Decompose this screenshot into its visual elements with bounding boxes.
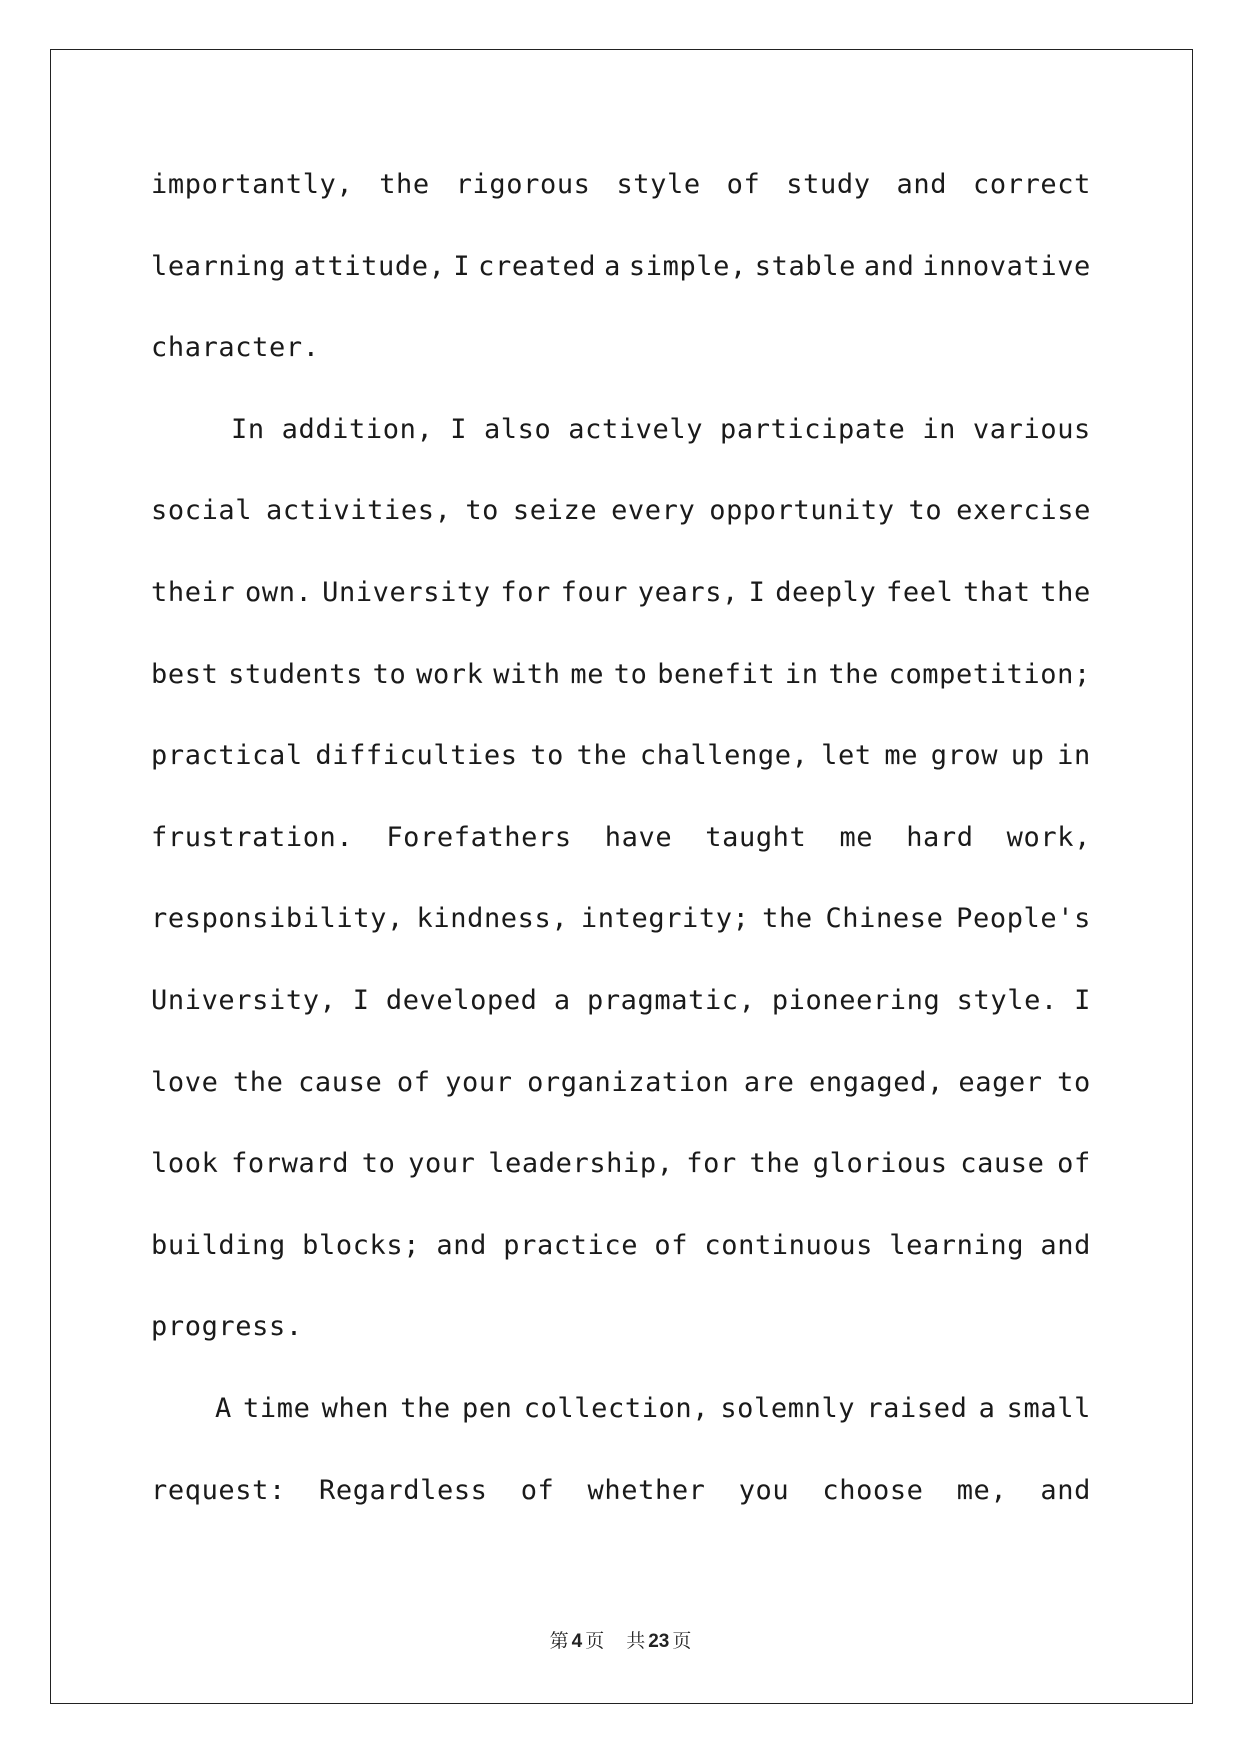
word: practice [503, 1229, 639, 1261]
word: opportunity [709, 495, 895, 527]
text-line [151, 488, 1091, 570]
current-page-number: 4 [571, 1631, 583, 1652]
word: their [151, 576, 236, 608]
word: in [922, 413, 957, 445]
word: Regardless [318, 1474, 488, 1506]
word: I [352, 984, 370, 1016]
word: request: [151, 1474, 286, 1506]
word: participate [720, 413, 906, 445]
word: taught [705, 821, 807, 853]
word: every [611, 495, 696, 527]
word: up [1010, 740, 1045, 772]
line-text: progress. [151, 1311, 303, 1343]
word: of [726, 169, 761, 200]
word: work, [1006, 821, 1091, 853]
word: of [520, 1474, 555, 1506]
word: study [786, 169, 871, 200]
word: in [1057, 740, 1091, 772]
word: learning [889, 1229, 1025, 1261]
word: the [828, 658, 879, 690]
word: correct [973, 169, 1091, 200]
word: grow [930, 740, 999, 772]
word: eager [958, 1066, 1043, 1098]
text-line [151, 1468, 1091, 1550]
word: the [400, 1392, 451, 1424]
word: forward [231, 1148, 350, 1180]
word: me [884, 740, 919, 772]
word: exercise [956, 495, 1091, 527]
word: style [616, 169, 701, 200]
word: difficulties [315, 740, 518, 772]
word: a [553, 984, 571, 1016]
word: your [445, 1066, 513, 1098]
word: I [748, 576, 766, 608]
word: the [749, 1148, 801, 1180]
word: feel [886, 576, 954, 608]
word: a [978, 1392, 996, 1424]
word: blocks; [302, 1229, 421, 1261]
text-line [151, 733, 1091, 815]
word: Forefathers [386, 821, 572, 853]
word: to [372, 658, 407, 690]
word: created [478, 250, 597, 282]
word: frustration. [151, 821, 354, 853]
word: time [243, 1392, 311, 1424]
word: for [500, 576, 551, 608]
word: your [408, 1148, 476, 1180]
word: and [1040, 1474, 1091, 1506]
text-line [151, 162, 1091, 244]
text-line [151, 896, 1091, 978]
word: cause [960, 1148, 1045, 1180]
word: a [604, 250, 621, 282]
page-footer [0, 1626, 1241, 1653]
word: of [1057, 1148, 1091, 1180]
word: attitude, [293, 250, 446, 282]
word: collection, [523, 1392, 710, 1424]
text-line [151, 407, 1091, 489]
word: I [450, 413, 468, 445]
word: me [839, 821, 874, 853]
word: love [151, 1066, 219, 1098]
word: of [654, 1229, 689, 1261]
word: let [821, 740, 872, 772]
word: choose [822, 1474, 924, 1506]
word: organization [527, 1066, 730, 1098]
footer-prefix: 第 [549, 1630, 569, 1652]
word: that [963, 576, 1031, 608]
word: the [232, 1066, 284, 1098]
word: and [1040, 1229, 1091, 1261]
word: learning [151, 250, 286, 282]
word: leadership, [488, 1148, 674, 1180]
word: and [436, 1229, 487, 1261]
word: practical [151, 740, 303, 772]
word: seize [512, 495, 598, 527]
word: challenge, [639, 740, 809, 772]
word: hard [906, 821, 974, 853]
word: importantly, [151, 169, 354, 200]
word: style. [956, 984, 1058, 1016]
footer-total-suffix: 页 [672, 1630, 692, 1652]
word: benefit [657, 658, 776, 690]
text-line [151, 1141, 1091, 1223]
word: kindness, [416, 903, 569, 935]
word: raised [866, 1392, 968, 1424]
word: when [321, 1392, 390, 1424]
line-text: character. [151, 332, 320, 364]
text-line [151, 978, 1091, 1060]
footer-total-prefix: 共 [626, 1630, 646, 1652]
text-line [151, 652, 1091, 734]
word: whether [587, 1474, 706, 1506]
word: are [743, 1066, 795, 1098]
word: you [738, 1474, 790, 1506]
word: rigorous [455, 169, 591, 200]
word: for [686, 1148, 737, 1180]
word: various [972, 413, 1091, 445]
word: to [361, 1148, 396, 1180]
word: own. [244, 576, 313, 608]
text-line [151, 325, 1091, 407]
word: I [1074, 984, 1091, 1016]
word: to [465, 495, 500, 527]
word: to [530, 740, 564, 772]
word: innovative [922, 250, 1091, 282]
word: People's [956, 903, 1091, 935]
text-line [151, 815, 1091, 897]
word: the [762, 903, 813, 935]
word: responsibility, [151, 903, 404, 935]
word: in [784, 658, 819, 690]
word: the [1040, 576, 1091, 608]
word: actively [568, 413, 704, 445]
word: University [322, 576, 491, 608]
word: social [151, 495, 253, 527]
document-body [151, 162, 1091, 1549]
word: best [151, 658, 219, 690]
word: have [604, 821, 673, 853]
word: years, [637, 576, 739, 608]
word: the [576, 740, 628, 772]
word: glorious [812, 1148, 948, 1180]
text-line [151, 570, 1091, 652]
word: activities, [266, 495, 452, 527]
text-line [151, 244, 1091, 326]
word: me, [956, 1474, 1008, 1506]
word: pioneering [771, 984, 941, 1016]
word: and [896, 169, 948, 200]
word: A [215, 1392, 232, 1424]
word: pen [461, 1392, 513, 1424]
word: In [231, 413, 265, 445]
word: developed [385, 984, 538, 1016]
word: building [151, 1229, 286, 1261]
word: addition, [281, 413, 434, 445]
word: four [560, 576, 629, 608]
text-line [151, 1060, 1091, 1142]
total-pages-number: 23 [648, 1631, 670, 1652]
word: to [1057, 1066, 1091, 1098]
word: I [453, 250, 471, 282]
word: of [396, 1066, 431, 1098]
word: pragmatic, [586, 984, 756, 1016]
word: University, [151, 984, 337, 1016]
word: look [151, 1148, 219, 1180]
word: deeply [775, 576, 877, 608]
word: stable [754, 250, 856, 282]
word: to [613, 658, 648, 690]
word: simple, [628, 250, 747, 282]
text-line [151, 1304, 1091, 1386]
word: the [379, 169, 430, 200]
word: small [1006, 1392, 1091, 1424]
word: Chinese [825, 903, 944, 935]
word: also [483, 413, 552, 445]
word: engaged, [808, 1066, 944, 1098]
word: students [228, 658, 363, 690]
word: with [493, 658, 561, 690]
word: to [908, 495, 943, 527]
word: me [570, 658, 605, 690]
word: and [863, 250, 915, 282]
word: solemnly [720, 1392, 856, 1424]
word: integrity; [580, 903, 750, 935]
word: competition; [888, 658, 1091, 690]
text-line [151, 1386, 1091, 1468]
word: work [416, 658, 484, 690]
footer-page-suffix: 页 [585, 1630, 605, 1652]
word: continuous [704, 1229, 873, 1261]
text-line [151, 1223, 1091, 1305]
word: cause [298, 1066, 383, 1098]
